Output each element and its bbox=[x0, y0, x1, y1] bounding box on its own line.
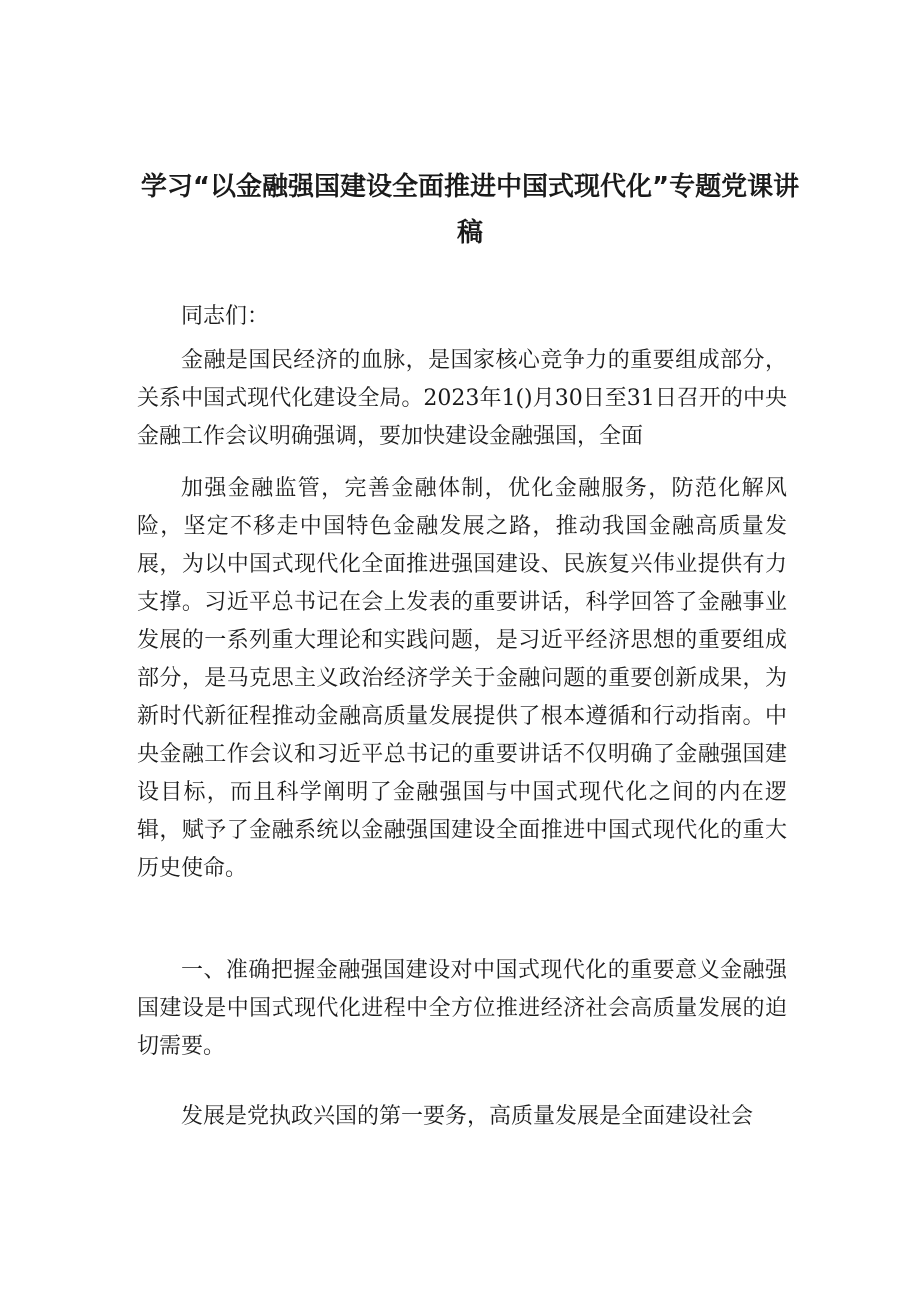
paragraph-1: 金融是国民经济的血脉，是国家核心竞争力的重要组成部分，关系中国式现代化建设全局。2023年1()月30日至31日召开的中央金融工作会议明确强调，要加快建设金融强国，全面 bbox=[137, 348, 787, 449]
salutation: 同志们： bbox=[181, 304, 270, 329]
paragraph-2: 加强金融监管，完善金融体制，优化金融服务，防范化解风险，坚定不移走中国特色金融发展之路，推动我国金融高质量发展，为以中国式现代化全面推进强国建设、民族复兴伟业提供有力支撑。习近平总书记在会上发表的重要讲话，科学回答了金融事业发展的一系列重大理论和实践问题，是习近平经济思想的重要组成部分，是马克思主义政治经济学关于金融问题的重要创新成果，为新时代新征程推动金融高质量发展提供了根本遵循和行动指南。中央金融工作会议和习近平总书记的重要讲话不仅明确了金融强国建设目标，而且科学阐明了金融强国与中国式现代化之间的内在逻辑，赋予了金融系统以金融强国建设全面推进中国式现代化的重大历史使命。 bbox=[137, 476, 787, 881]
paragraph-3: 一、准确把握金融强国建设对中国式现代化的重要意义金融强国建设是中国式现代化进程中全方位推进经济社会高质量发展的迫切需要。 bbox=[137, 958, 787, 1059]
document-title: 学习“以金融强国建设全面推进中国式现代化”专题党课讲稿 bbox=[140, 172, 800, 248]
paragraph-4: 发展是党执政兴国的第一要务，高质量发展是全面建设社会 bbox=[181, 1104, 754, 1129]
